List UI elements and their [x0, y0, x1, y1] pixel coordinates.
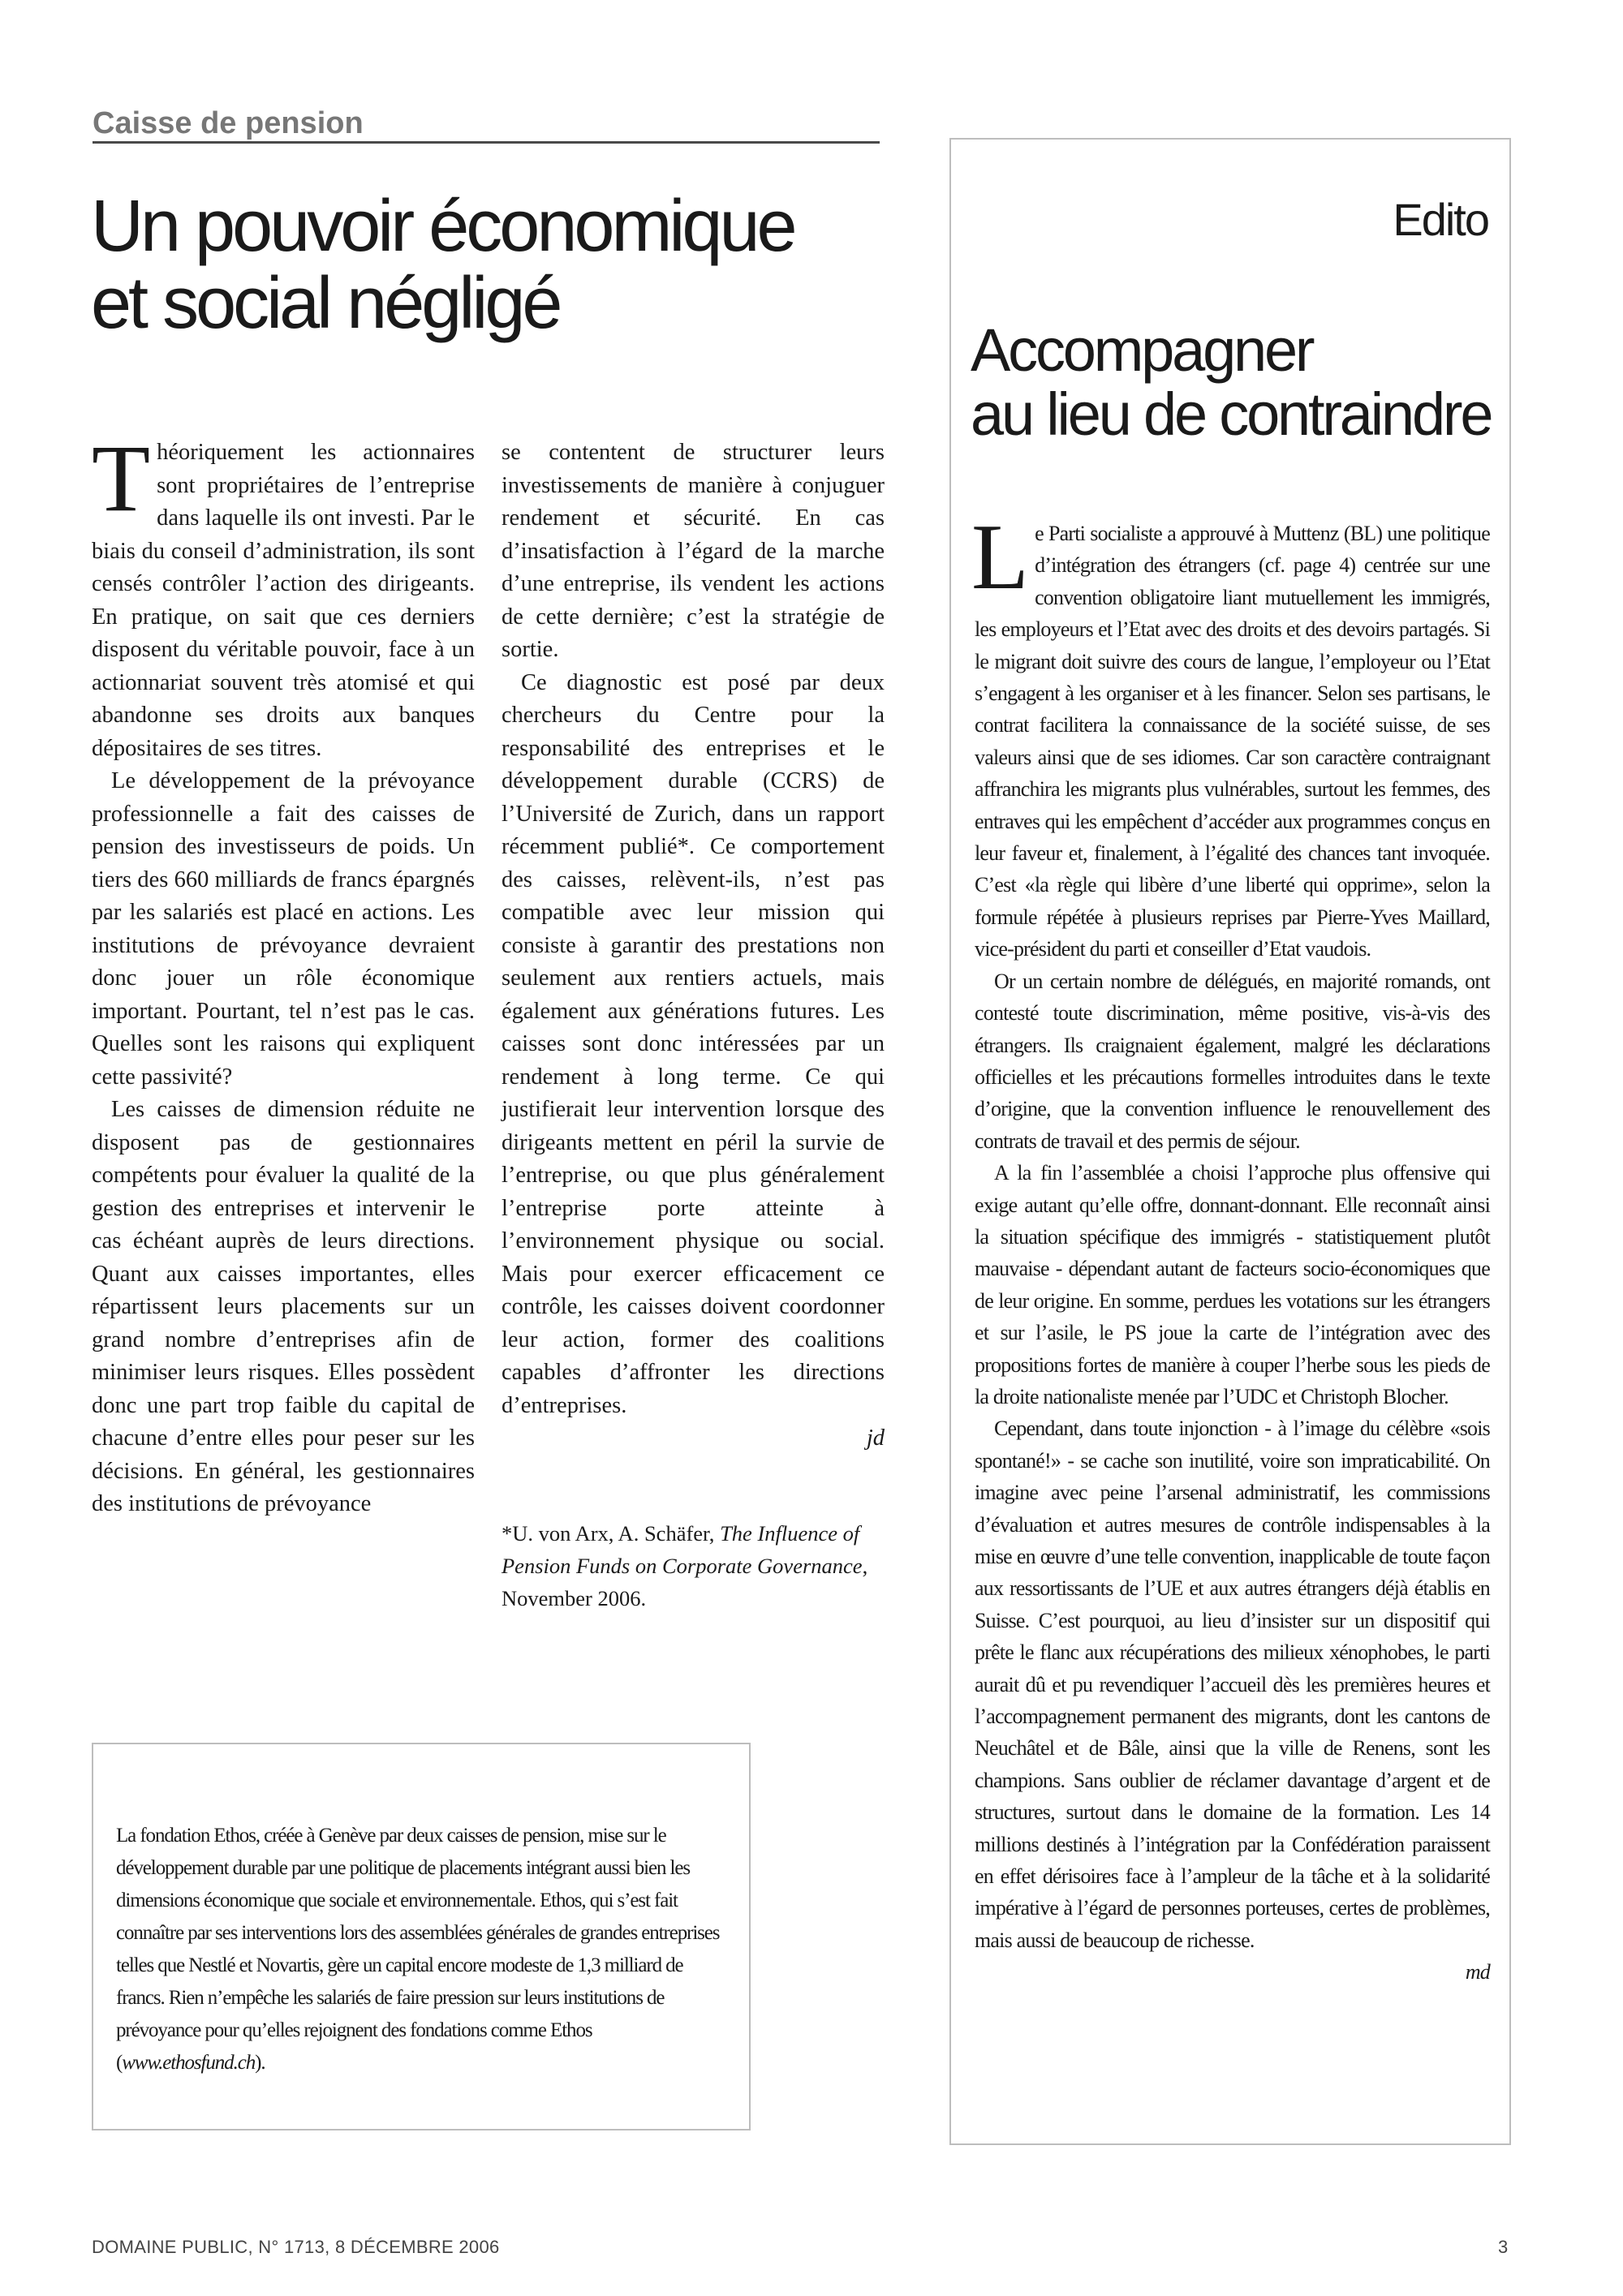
headline-line-1: Un pouvoir économique: [91, 186, 794, 267]
edito-title: [971, 318, 1506, 446]
article-paragraph: se contentent de structurer leurs investissements de manière à conjuguer rendement et sécurité. En cas d’insatisfaction à l’égard de la marche d’une entreprise, ils vendent les actions de cette dernière; c’est la stratégie de sortie.: [502, 440, 885, 662]
edito-signature: md: [1465, 1960, 1490, 1984]
footnote: [502, 1517, 885, 1615]
article-column-2: [502, 436, 885, 1455]
edito-paragraph: Or un certain nombre de délégués, en majorité romands, ont contesté toute discrimination, même positive, vis-à-vis des étrangers. Ils craignaient également, malgré les déclarations officielles et les précautions formelles introduites dans le texte d’origine, que la convention influence le renouvellement des contrats de travail et des permis de séjour.: [975, 969, 1490, 1153]
headline-line-2: et social négligé: [91, 263, 560, 344]
article-signature: jd: [866, 1425, 885, 1451]
article-paragraph: Les caisses de dimension réduite ne disposent pas de gestionnaires compétents pour évaluer la qualité de la gestion des entreprises et intervenir le cas échéant auprès de leurs directions. Quant aux caisses importantes, elles répartissent leurs placements sur un grand nombre d’entreprises afin de minimiser leurs risques. Elles possèdent donc une part trop faible du capital de chacune d’entre elles pour peser sur les décisions. En général, les gestionnaires des institutions de prévoyance: [92, 1097, 475, 1516]
ethos-sidebar-box: [92, 1743, 751, 2130]
ethos-link[interactable]: www.ethosfund.ch: [122, 2052, 256, 2074]
article-paragraph: Théoriquement les actionnaires sont propriétaires de l’entreprise dans laquelle ils ont investi. Par le biais du conseil d’administration, ils sont censés contrôler l’action des dirigeants. En pratique, on sait que ces derniers disposent du véritable pouvoir, face à un actionnariat souvent très atomisé et qui abandonne ses droits aux banques dépositaires de ses titres.: [92, 425, 475, 761]
footnote-title: The Influence of Pension Funds on Corporate Governance: [502, 1521, 863, 1578]
edito-body: [971, 505, 1490, 1989]
article-headline: [91, 188, 886, 342]
box-text-end: ).: [255, 2052, 265, 2074]
footer-page-number: 3: [1498, 2237, 1509, 2257]
edito-drop-cap: L: [971, 505, 1029, 609]
edito-title-line-1: Accompagner: [971, 316, 1313, 384]
edito-paragraph: A la fin l’assemblée a choisi l’approche plus offensive qui exige autant qu’elle offre, donnant-donnant. Elle reconnaît ainsi la situation spécifique des immigrés - statistiquement plutôt mauvaise - dépendant autant de facteurs socio-économiques que de leur origine. En somme, perdues les votations sur les étrangers et sur l’asile, le PS joue la carte de l’intégration avec des propositions fortes de manière à couper l’herbe sous les pieds de la droite nationaliste menée par l’UDC et Christoph Blocher.: [975, 1161, 1490, 1408]
drop-cap: T: [92, 425, 151, 531]
footnote-date: , November 2006.: [502, 1554, 868, 1610]
footnote-authors: *U. von Arx, A. Schäfer,: [502, 1521, 721, 1546]
edito-panel: [949, 138, 1511, 2145]
edito-label: Edito: [1393, 194, 1488, 245]
footer-publication: DOMAINE PUBLIC, N° 1713, 8 DÉCEMBRE 2006: [92, 2237, 500, 2257]
box-text: La fondation Ethos, créée à Genève par deux caisses de pension, mise sur le développement durable par une politique de placements intégrant aussi bien les dimensions économique que sociale et environnementale. Ethos, qui s’est fait connaître par ses interventions lors des assemblées générales de grandes entreprises telles que Nestlé et Novartis, gère un capital encore modeste de 1,3 milliard de francs. Rien n’empêche les salariés de faire pression sur leurs institutions de prévoyance pour qu’elles rejoignent des fondations comme Ethos (: [116, 1825, 720, 2074]
section-label: Caisse de pension: [93, 107, 880, 144]
article-column-1: [92, 425, 475, 1521]
edito-title-line-2: au lieu de contraindre: [971, 381, 1492, 448]
edito-paragraph: Cependant, dans toute injonction - à l’image du célèbre «sois spontané!» - se cache son inutilité, voire son impraticabilité. On imagine avec peine l’arsenal administratif, les commissions d’évaluation et autres mesures de contrôle indispensables à la mise en œuvre d’une telle convention, inapplicable de toute façon aux ressortissants de l’UE et aux autres étrangers déjà établis en Suisse. C’est pourquoi, au lieu d’insister sur un dispositif qui prête le flanc aux récupérations des milieux xénophobes, le parti aurait dû et pu revendiquer l’accueil dès les premières heures et l’accompagnement permanent des migrants, dont les cantons de Neuchâtel et de Bâle, ainsi que la ville de Renens, sont les champions. Sans oublier de réclamer davantage d’argent et de structures, surtout dans le domaine de la formation. Les 14 millions destinés à l’intégration par la Confédération paraissent en effet dérisoires face à l’ampleur de la tâche et à la solidarité impérative à l’égard de personnes porteuses, certes de problèmes, mais aussi de beaucoup de richesse.: [975, 1417, 1490, 1952]
article-paragraph: Le développement de la prévoyance professionnelle a fait des caisses de pension des investisseurs de poids. Un tiers des 660 milliards de francs épargnés par les salariés est placé en actions. Les institutions de prévoyance devraient donc jouer un rôle économique important. Pourtant, tel n’est pas le cas. Quelles sont les raisons qui expliquent cette passivité?: [92, 768, 475, 1090]
edito-paragraph: Le Parti socialiste a approuvé à Muttenz (BL) une politique d’intégration des étrangers (cf. page 4) centrée sur une convention obligatoire liant mutuellement les immigrés, les employeurs et l’Etat avec des droits et des devoirs partagés. Si le migrant doit suivre des cours de langue, l’employeur ou l’Etat s’engagent à les organiser et à les financer. Selon ses partisans, le contrat facilitera la connaissance de la société suisse, de ses valeurs ainsi que de ses idiomes. Car son caractère contraignant affranchira les migrants plus vulnérables, surtout les femmes, des entraves qui les empêchent d’accéder aux programmes conçus en leur faveur et, finalement, à l’égalité des chances tant invoquée. C’est «la règle qui libère d’une liberté qui opprime», selon la formule répétée à plusieurs reprises par Pierre-Yves Maillard, vice-président du parti et conseiller d’Etat vaudois.: [971, 505, 1490, 961]
article-paragraph: Ce diagnostic est posé par deux chercheurs du Centre pour la responsabilité des entreprises et le développement durable (CCRS) de l’Université de Zurich, dans un rapport récemment publié*. Ce comportement des caisses, relèvent-ils, n’est pas compatible avec leur mission qui consiste à garantir des prestations non seulement aux rentiers actuels, mais également aux générations futures. Les caisses sont donc intéressées par un rendement à long terme. Ce qui justifierait leur intervention lorsque des dirigeants mettent en péril la survie de l’entreprise, ou que plus généralement l’entreprise porte atteinte à l’environnement physique ou social. Mais pour exercer efficacement ce contrôle, les caisses doivent coordonner leur action, former des coalitions capables d’affronter les directions d’entreprises.: [502, 669, 885, 1418]
